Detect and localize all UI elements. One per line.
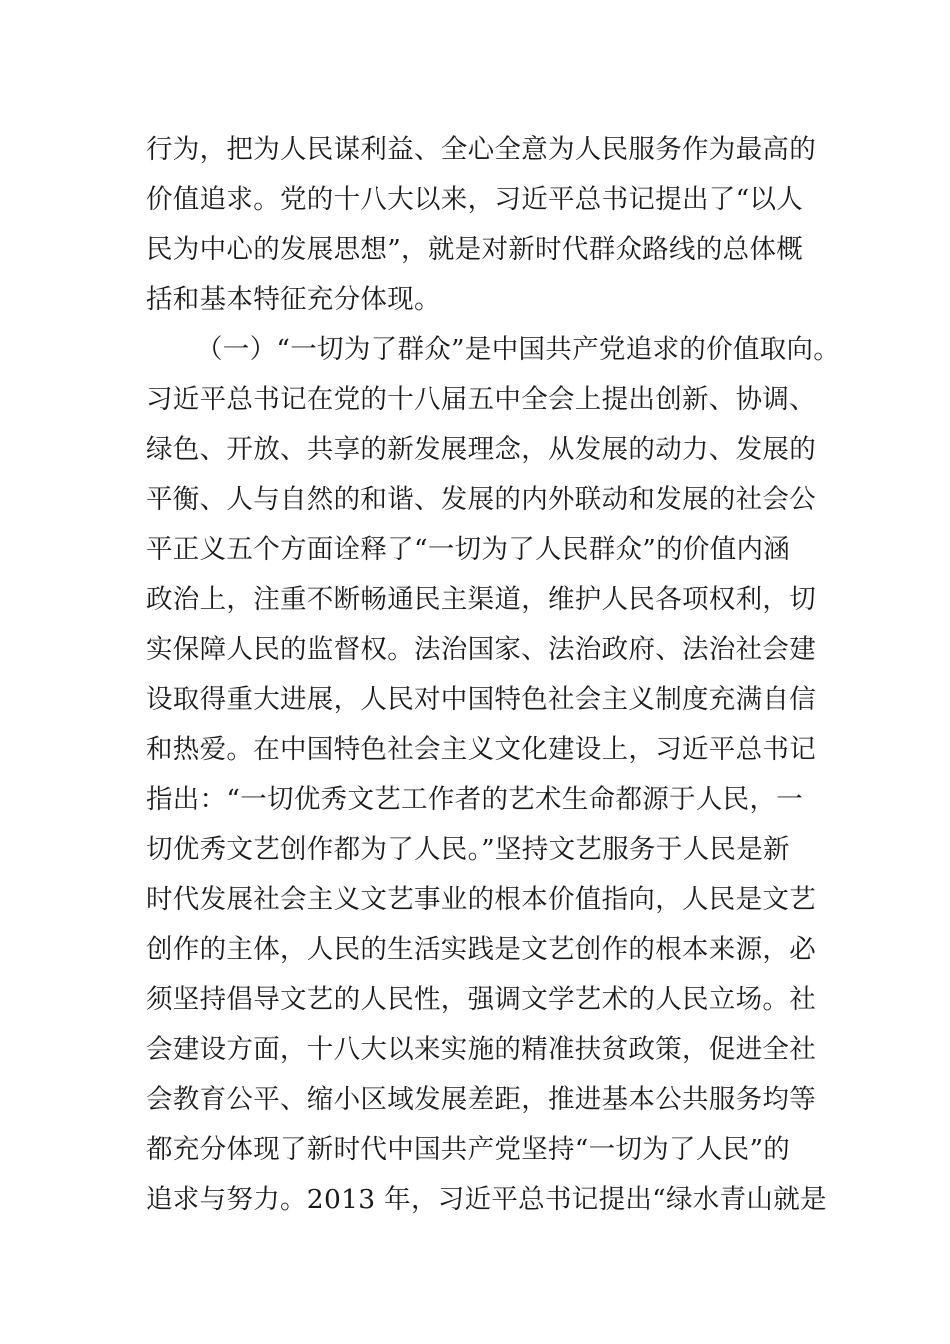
section-heading-line: （一）“一切为了群众”是中国共产党追求的价值取向。	[196, 334, 841, 365]
text-line-20: 会教育公平、缩小区域发展差距，推进基本公共服务均等	[146, 1084, 816, 1115]
text-line-14: 指出：“一切优秀文艺工作者的艺术生命都源于人民，一	[146, 784, 804, 815]
text-line-21: 都充分体现了新时代中国共产党坚持“一切为了人民”的	[146, 1134, 791, 1165]
text-line-15: 切优秀文艺创作都为了人民。”坚持文艺服务于人民是新	[146, 834, 790, 865]
text-line-6: 习近平总书记在党的十八届五中全会上提出创新、协调、	[146, 384, 816, 415]
text-line-9: 平正义五个方面诠释了“一切为了人民群众”的价值内涵	[146, 534, 791, 565]
text-line-22: 追求与努力。2013 年，习近平总书记提出“绿水青山就是	[146, 1184, 827, 1215]
text-line-19: 会建设方面，十八大以来实施的精准扶贫政策，促进全社	[146, 1034, 816, 1065]
text-line-2: 价值追求。党的十八大以来，习近平总书记提出了“以人	[146, 184, 804, 215]
text-line-16: 时代发展社会主义文艺事业的根本价值指向，人民是文艺	[146, 884, 816, 915]
text-line-7: 绿色、开放、共享的新发展理念，从发展的动力、发展的	[146, 434, 816, 465]
text-line-18: 须坚持倡导文艺的人民性，强调文学艺术的人民立场。社	[146, 984, 816, 1015]
text-line-4: 括和基本特征充分体现。	[146, 284, 441, 315]
text-line-3: 民为中心的发展思想”，就是对新时代群众路线的总体概	[146, 234, 804, 265]
text-line-17: 创作的主体，人民的生活实践是文艺创作的根本来源，必	[146, 934, 816, 965]
text-line-8: 平衡、人与自然的和谐、发展的内外联动和发展的社会公	[146, 484, 816, 515]
text-line-13: 和热爱。在中国特色社会主义文化建设上，习近平总书记	[146, 734, 816, 765]
text-line-10: 政治上，注重不断畅通民主渠道，维护人民各项权利，切	[146, 584, 816, 615]
text-line-12: 设取得重大进展，人民对中国特色社会主义制度充满自信	[146, 684, 816, 715]
text-line-11: 实保障人民的监督权。法治国家、法治政府、法治社会建	[146, 634, 816, 665]
text-line-1: 行为，把为人民谋利益、全心全意为人民服务作为最高的	[146, 134, 816, 165]
